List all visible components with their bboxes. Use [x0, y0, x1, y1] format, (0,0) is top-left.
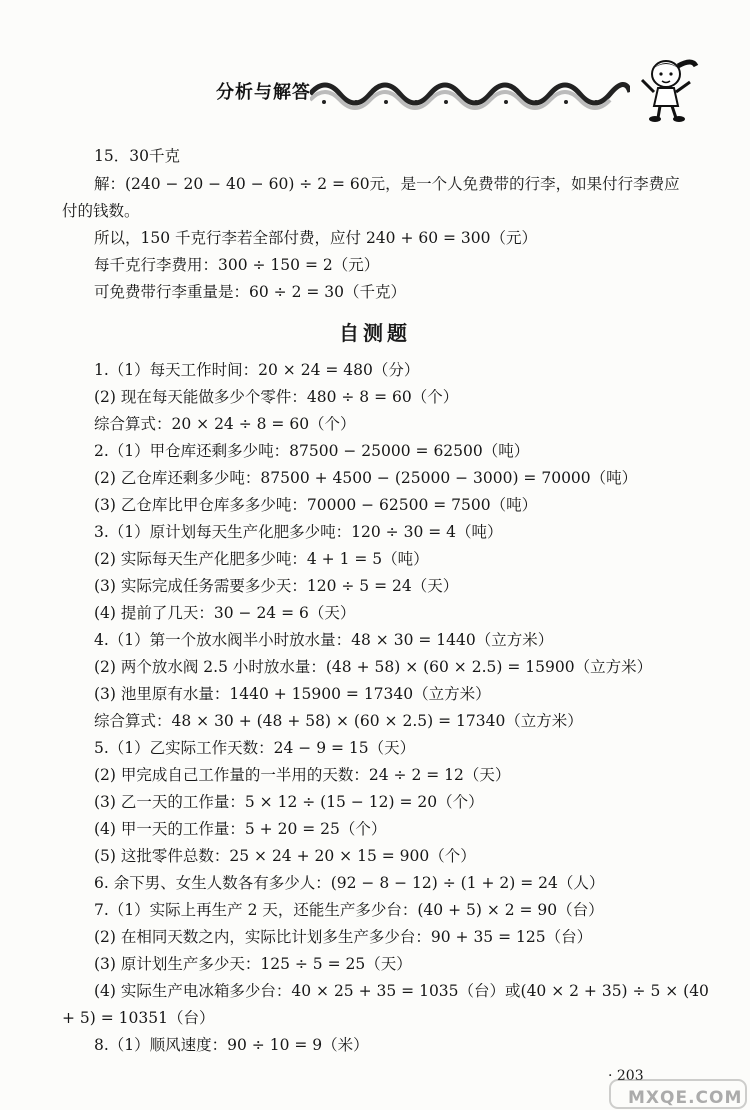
answer-line: 付的钱数。	[62, 202, 140, 220]
test-line: 综合算式：20 × 24 ÷ 8 = 60（个）	[94, 415, 356, 433]
page-number: · 203	[608, 1068, 644, 1084]
test-line: (5) 这批零件总数：25 × 24 + 20 × 15 = 900（个）	[94, 847, 476, 865]
answer-line: 所以，150 千克行李若全部付费，应付 240 + 60 = 300（元）	[94, 229, 538, 247]
test-line: (3) 池里原有水量：1440 + 15900 = 17340（立方米）	[94, 685, 491, 703]
watermark-text: MXQE.COM	[628, 1088, 743, 1108]
test-line: (4) 甲一天的工作量：5 + 20 = 25（个）	[94, 820, 387, 838]
test-line: + 5) = 10351（台）	[62, 1009, 215, 1027]
test-line: 4.（1）第一个放水阀半小时放水量：48 × 30 = 1440（立方米）	[94, 631, 554, 649]
test-line: 8.（1）顺风速度：90 ÷ 10 = 9（米）	[94, 1036, 369, 1054]
answer-line: 解：(240 − 20 − 40 − 60) ÷ 2 = 60元，是一个人免费带的行李，如果付行李费应	[94, 175, 680, 193]
test-line: 5.（1）乙实际工作天数：24 − 9 = 15（天）	[94, 739, 416, 757]
test-line: 3.（1）原计划每天生产化肥多少吨：120 ÷ 30 = 4（吨）	[94, 523, 503, 541]
section-title: 自测题	[339, 321, 411, 345]
test-line: (2) 现在每天能做多少个零件：480 ÷ 8 = 60（个）	[94, 388, 459, 406]
test-line: (3) 实际完成任务需要多少天：120 ÷ 5 = 24（天）	[94, 577, 459, 595]
test-line: 7.（1）实际上再生产 2 天，还能生产多少台：(40 + 5) × 2 = 90（台）	[94, 901, 604, 919]
header-title: 分析与解答	[216, 82, 311, 103]
test-line: (2) 乙仓库还剩多少吨：87500 + 4500 − (25000 − 3000) = 70000（吨）	[94, 469, 638, 487]
test-line: (2) 在相同天数之内，实际比计划多生产多少台：90 + 35 = 125（台）	[94, 928, 593, 946]
test-line: 1.（1）每天工作时间：20 × 24 = 480（分）	[94, 361, 420, 379]
answer-line: 可免费带行李重量是：60 ÷ 2 = 30（千克）	[94, 283, 406, 301]
test-line: 2.（1）甲仓库还剩多少吨：87500 − 25000 = 62500（吨）	[94, 442, 530, 460]
answer-line: 15．30千克	[94, 147, 180, 165]
test-line: (3) 乙一天的工作量：5 × 12 ÷ (15 − 12) = 20（个）	[94, 793, 484, 811]
test-line: (4) 提前了几天：30 − 24 = 6（天）	[94, 604, 356, 622]
answer-line: 每千克行李费用：300 ÷ 150 = 2（元）	[94, 256, 380, 274]
test-line: (3) 乙仓库比甲仓库多多少吨：70000 − 62500 = 7500（吨）	[94, 496, 538, 514]
test-line: 6. 余下男、女生人数各有多少人：(92 − 8 − 12) ÷ (1 + 2) = 24（人）	[94, 874, 605, 892]
test-line: (2) 两个放水阀 2.5 小时放水量：(48 + 58) × (60 × 2.5) = 15900（立方米）	[94, 658, 653, 676]
test-line: 综合算式：48 × 30 + (48 + 58) × (60 × 2.5) = 17340（立方米）	[94, 712, 583, 730]
test-line: (2) 甲完成自己工作量的一半用的天数：24 ÷ 2 = 12（天）	[94, 766, 511, 784]
test-line: (3) 原计划生产多少天：125 ÷ 5 = 25（天）	[94, 955, 412, 973]
test-line: (2) 实际每天生产化肥多少吨：4 + 1 = 5（吨）	[94, 550, 429, 568]
test-line: (4) 实际生产电冰箱多少台：40 × 25 + 35 = 1035（台）或(40 × 2 + 35) ÷ 5 × (40	[94, 982, 709, 1000]
